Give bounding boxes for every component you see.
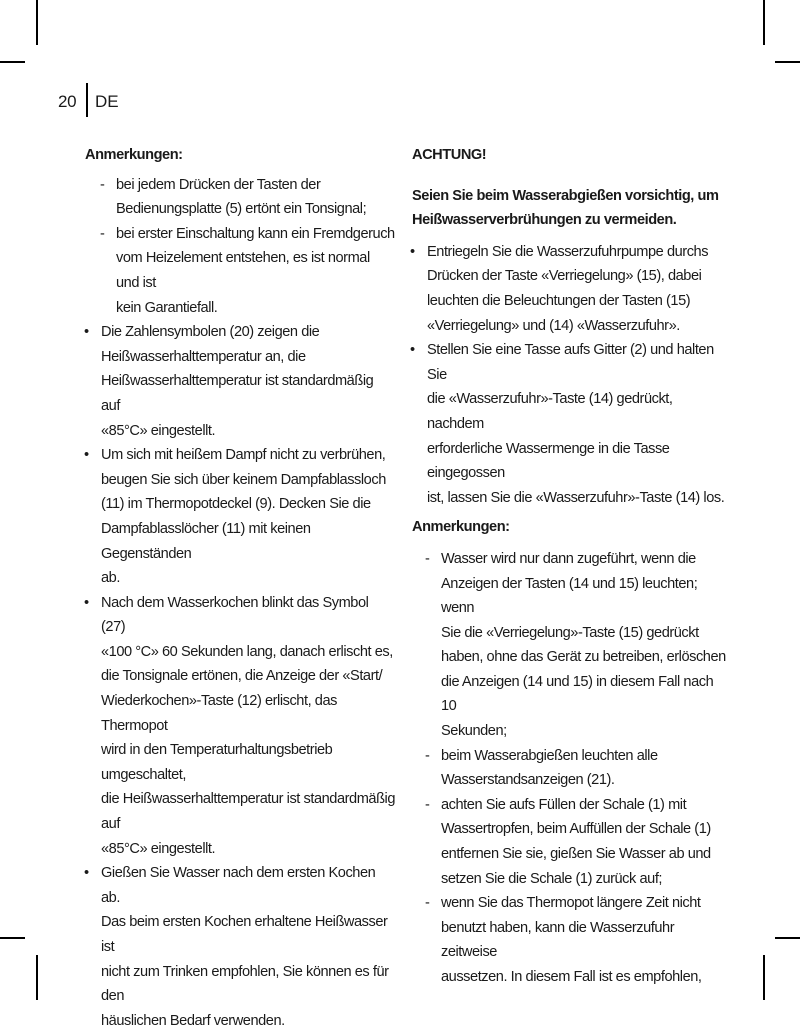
left-bullet-3: • Nach dem Wasserkochen blinkt das Symbol (27) «100 °C» 60 Sekunden lang, danach erlischt es, die Tonsignale ertönen, die Anzeige der «Start/ Wiederkochen»-Taste (12) erlischt, das Thermopot wird in den Temperaturhaltungsbetrieb umgeschaltet, die Heißwasserhalttemperatur ist standardmäßig auf «85°C» eingestellt. [101, 591, 395, 862]
crop-mark [0, 937, 25, 939]
right-dash-4: - wenn Sie das Thermopot längere Zeit nicht benutzt haben, kann die Wasserzufuhr zeitweise aussetzen. In diesem Fall ist es empfohlen, [441, 891, 727, 989]
left-bullet-2: • Um sich mit heißem Dampf nicht zu verbrühen, beugen Sie sich über keinem Dampfablassloch (11) im Thermopotdeckel (9). Decken Sie die Dampfablasslöcher (11) mit keinen Gegenständen ab. [101, 443, 395, 591]
crop-mark [775, 61, 800, 63]
right-bullet-1: • Entriegeln Sie die Wasserzufuhrpumpe durchs Drücken der Taste «Verriegelung» (15), dabei leuchten die Beleuchtungen der Tasten (15) «Verriegelung» und (14) «Wasserzufuhr». [427, 240, 727, 338]
right-dash-2: - beim Wasserabgießen leuchten alle Wasserstandsanzeigen (21). [441, 744, 727, 793]
crop-mark [36, 0, 38, 45]
language-code: DE [95, 92, 119, 111]
left-bullet-1: • Die Zahlensymbolen (20) zeigen die Heißwasserhalttemperatur an, die Heißwasserhalttemperatur ist standardmäßig auf «85°C» eingestellt. [101, 320, 395, 443]
right-column [412, 143, 727, 990]
notes-heading: Anmerkungen: [85, 147, 183, 163]
warning-heading: ACHTUNG! [412, 147, 487, 163]
crop-mark [0, 61, 25, 63]
left-bullet-4: • Gießen Sie Wasser nach dem ersten Kochen ab. Das beim ersten Kochen erhaltene Heißwasser ist nicht zum Trinken empfohlen, Sie können es für den häuslichen Bedarf verwenden. [101, 861, 395, 1033]
header-divider [86, 83, 88, 117]
left-dash-1: - bei jedem Drücken der Tasten der Bedienungsplatte (5) ertönt ein Tonsignal; [116, 173, 395, 222]
warning-text: Seien Sie beim Wasserabgießen vorsichtig, um Heißwasserverbrühungen zu vermeiden. [412, 187, 719, 229]
crop-mark [36, 955, 38, 1000]
right-dash-3: - achten Sie aufs Füllen der Schale (1) mit Wassertropfen, beim Auffüllen der Schale (1) entfernen Sie sie, gießen Sie Wasser ab und setzen Sie die Schale (1) zurück auf; [441, 793, 727, 891]
crop-mark [763, 0, 765, 45]
notes-heading: Anmerkungen: [412, 519, 510, 536]
crop-mark [775, 937, 800, 939]
left-column [85, 143, 395, 1033]
crop-mark [763, 955, 765, 1000]
page-number: 20 [58, 92, 77, 111]
right-dash-1: - Wasser wird nur dann zugeführt, wenn die Anzeigen der Tasten (14 und 15) leuchten; wenn Sie die «Verriegelung»-Taste (15) gedrückt haben, ohne das Gerät zu betreiben, erlöschen die Anzeigen (14 und 15) in diesem Fall nach 10 Sekunden; [441, 547, 727, 744]
left-dash-2: - bei erster Einschaltung kann ein Fremdgeruch vom Heizelement entstehen, es ist normal und ist kein Garantiefall. [116, 222, 395, 320]
right-bullet-2: • Stellen Sie eine Tasse aufs Gitter (2) und halten Sie die «Wasserzufuhr»-Taste (14) gedrückt, nachdem erforderliche Wassermenge in die Tasse eingegossen ist, lassen Sie die «Wasserzufuhr»-Taste (14) los. [427, 338, 727, 510]
